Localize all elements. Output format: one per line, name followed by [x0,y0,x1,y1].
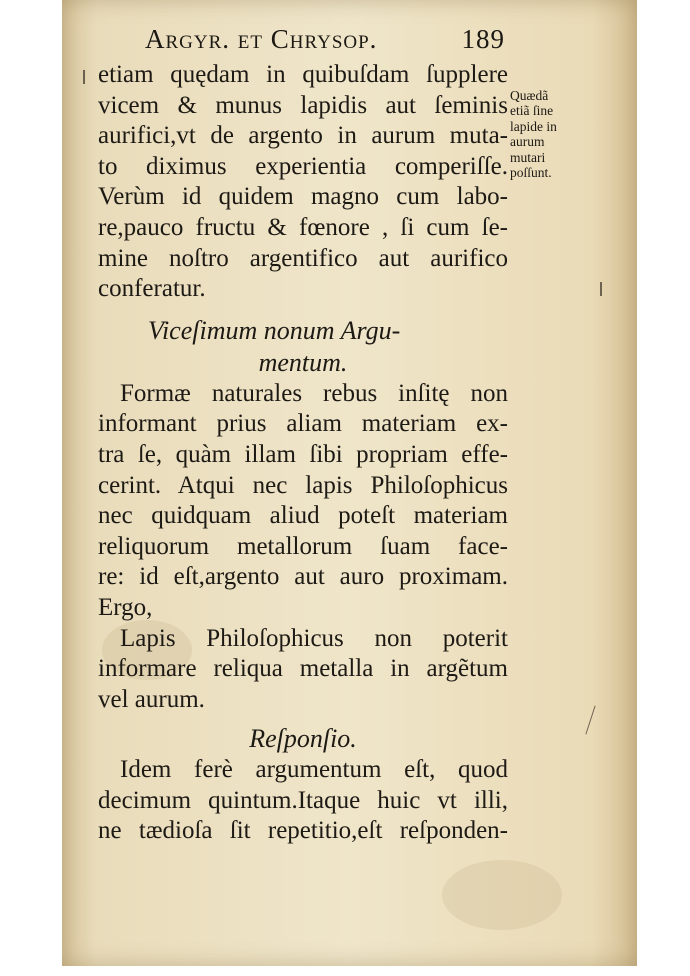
section-heading: Viceſimum nonum Argu- [148,315,401,345]
spacer [98,715,508,723]
section-heading: mentum. [258,347,348,377]
page-number: 189 [461,24,505,54]
text-line: informant prius aliam materiam ex- [98,410,508,438]
text-line: re: id eſt,argento aut auro proximam. [98,563,508,591]
text-line: decimum quintum.Itaque huic vt illi, [98,786,508,814]
text-line: mine noſtro argentifico aut aurifico [98,244,508,272]
text-line: Verùm id quidem magno cum labo- [98,183,508,211]
text-line: vicem & munus lapidis aut ſeminis [98,91,508,119]
text-line: aurifici,vt de argento in aurum muta- [98,122,508,150]
text-line: cerint. Atqui nec lapis Philoſophicus [98,471,508,499]
text-line: reliquorum metallorum ſuam face- [98,532,508,560]
text-line: informare reliqua metalla in argẽtum [98,655,508,683]
main-text [98,60,508,847]
page-header [145,24,505,58]
text-line: to diximus experientia comperiſſe. [98,152,508,180]
text-line: re,pauco fructu & fœnore , ſi cum ſe- [98,213,508,241]
running-head: Argyr. et Chrysop. [145,24,378,54]
spacer [98,305,508,315]
text-line: Formæ naturales rebus inſitę non [120,379,508,407]
marginal-note-line: lapide in [510,118,557,134]
text-line: nec quidquam aliud poteſt materiam [98,502,508,530]
text-line: tra ſe, quàm illam ſibi propriam effe- [98,440,508,468]
text-line: Idem ferè argumentum eſt, quod [120,756,508,784]
marginal-note-line: mutari [510,149,546,165]
marginal-note-line: etiã ſine [510,103,554,119]
text-line: vel aurum. [98,685,205,713]
marginal-note-line: poſſunt. [510,165,552,181]
ink-mark [83,70,85,84]
marginal-note [510,88,590,180]
text-line: ne tædioſa ſit repetitio,eſt reſponden- [98,817,508,845]
text-line: Lapis Philoſophicus non poterit [120,624,508,652]
paper-stain [442,860,562,930]
text-line: etiam quędam in quibuſdam ſupplere [98,61,508,88]
marginal-note-line: aurum [510,134,545,150]
marginal-note-line: Quædã [510,88,549,103]
text-line: Ergo, [98,593,153,621]
ink-mark [600,282,602,296]
section-heading: Reſponſio. [249,724,357,754]
text-line: conferatur. [98,275,206,303]
